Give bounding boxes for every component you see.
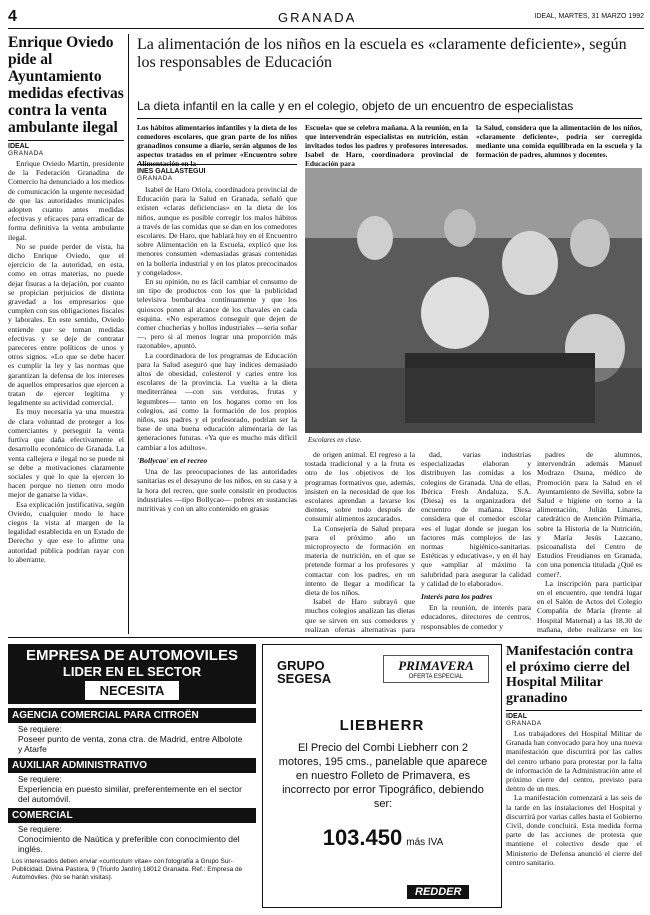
main-story-col-2	[305, 450, 415, 634]
paragraph: En su opinión, no es fácil cambiar el consumo de un tipo de productos con los que la publicidad televisiva bombardea continuamente y que los quioscos ponen al alcance de los chavales en cada esquina. «No esperamos conseguir que dejen de comer chucherías y bollos industriales —seria soñar—, pero si al menos lograr una proporción más razonable», apuntó.	[137, 277, 297, 351]
position-requirement: Experiencia en puesto similar, preferentemente en el sector del automóvil.	[18, 784, 242, 804]
position-req-label: Se requiere:	[18, 775, 62, 784]
position-title: COMERCIAL	[8, 808, 256, 823]
primavera-sub: OFERTA ESPECIAL	[408, 674, 464, 680]
divider	[506, 710, 642, 711]
segesa-logo	[277, 659, 367, 685]
job-advertisement	[8, 644, 256, 908]
page-header	[8, 8, 644, 29]
ad-header	[8, 644, 256, 704]
main-story-col-4	[537, 450, 642, 634]
paragraph: de origen animal. El regreso a la tostada tradicional y a la fruta es otro de los objetivos de los programas formativos que, además, insisten en la necesidad de que los escolares aprendan a lavarse los dientes, sobre todo después de consumir alimentos azucarados.	[305, 450, 415, 524]
divider	[8, 140, 124, 141]
paragraph: Esa explicación justificativa, según Oviedo, cualquier modo le hace ciegos la vista al margen de la legalidad establecida en un Estado de Derecho y que ese lo afirme una autoridad pública podrían rayar con lo aberrante.	[8, 499, 124, 564]
crosshead: Interés para los padres	[421, 592, 493, 602]
photo-illustration	[305, 168, 642, 433]
schoolchildren-photo	[305, 168, 642, 433]
main-story-col-3	[421, 450, 531, 634]
primavera-logo	[383, 655, 489, 683]
right-story-location: GRANADA	[506, 720, 542, 727]
main-story-subheadline: La dieta infantil en la calle y en el colegio, objeto de un encuentro de especialistas	[137, 99, 574, 113]
divider	[137, 118, 642, 119]
ad-correction-text: El Precio del Combi Liebherr con 2 motores, 195 cms., panelable que aparece en nuestro Folleto de Primavera, es incorrecto por error Tipográfico, debiendo ser:	[278, 742, 488, 810]
paragraph: Isabel de Haro Oriola, coordinadora provincial de Educación para la Salud en Granada, señaló que existen «claras deficiencias» en la dieta de los niños, aunque es posible corregir los malos hábitos a través de las comidas que se dan en los comedores escolares. De Haro, que hablará hoy en el Encuentro sobre Alimentación en la Escuela, explicó que los menores consumen «demasiadas grasas contenidas en la bollería industrial y en los platos precocinados y congelados».	[137, 185, 297, 277]
liebherr-advertisement	[262, 644, 502, 908]
lede-col-1: Los hábitos alimentarios infantiles y la dieta de los comedores escolares, que gran parte de los niños granadinos consume a diario, serán algunos de los aspectos tratados en el primer «Encuentro sobre	[137, 123, 297, 159]
paragraph: Es muy necesaria ya una muestra de clara voluntad de proteger a los comerciantes y perseguir la venta furtiva que daña efectivamente el desarrollo económico de Granada. La venta callejera e ilegal no se puede ni se debe a motivaciones claramente sociales y que lo que la ejercen lo hacen porque no tienen otro modo mejor de ganarse la vida».	[8, 407, 124, 500]
paragraph: Enrique Oviedo Martín, presidente de la Federación Granadina de Comercio ha denunciado a los medios de comunicación la urgente necesidad de que las autoridades municipales adopten cuanto antes medidas efectivas y eficaces para erradicar de forma definitiva la venta ambulante ilegal.	[8, 159, 124, 242]
price-box	[303, 825, 463, 851]
ad-subtitle: LIDER EN EL SECTOR	[62, 664, 202, 679]
paragraph: Los trabajadores del Hospital Militar de Granada han convocado para hoy una nueva manifestación que discurrirá por las calles del centro urbano para protestar por la falta de información de la Administración ante el próximo cierre del centro, previsto para dentro de un mes.	[506, 729, 642, 794]
liebherr-logo: LIEBHERR	[339, 717, 425, 734]
column-divider	[128, 34, 129, 634]
left-story-location: GRANADA	[8, 150, 44, 157]
position-requirement: Conocimiento de Naútica y preferible con conocimiento del inglés.	[18, 834, 240, 854]
ad-position	[8, 758, 256, 808]
position-requirement: Poseer punto de venta, zona ctra. de Madrid, entre Albolote y Atarfe	[18, 734, 243, 754]
masthead-date: IDEAL, MARTES, 31 MARZO 1992	[534, 13, 644, 20]
right-story-headline: Manifestación contra el próximo cierre del Hospital Militar granadino	[506, 644, 634, 706]
crosshead: 'Bollycao' en el recreo	[137, 455, 208, 465]
paragraph: padres de alumnos, intervendrán además Manuel Modrazo Osuna, médico de Promoción para la Salud en el Ayuntamiento de Sevilla, sobre la Salud e higiene en torno a la alimentación, Julián Linares, catedrático de Atención Primaria, sobre la Historia de la Nutrición, y María Jesús Lazcano, psicoanalista del Centro de Estudios Freudianos en Granada, con una ponencia titulada ¿Qué es comer?.	[537, 450, 642, 579]
position-req-label: Se requiere:	[18, 825, 62, 834]
ad-title: EMPRESA DE AUTOMOVILES	[26, 647, 238, 664]
right-story	[506, 644, 642, 910]
section-name: GRANADA	[278, 10, 357, 25]
paragraph: En la reunión, de interés para educadores, directores de centros, responsables de comedor y	[421, 603, 531, 631]
paragraph: Isabel de Haro subrayó que muchos colegios analizan las dietas que se sirven en sus comedores y realizan ofertas alternativas para	[305, 597, 415, 634]
lede-col-2: Escuela» que se celebra mañana. A la reunión, en la que intervendrán especialistas en nutrición, están invitados todos los padres y profesores interesados. Isabel de Haro, coordinadora provincial de Educación para	[305, 123, 468, 168]
right-story-byline: IDEAL	[506, 713, 527, 720]
paragraph: Una de las preocupaciones de las autoridades sanitarias es el desayuno de los niños, en su casa y a la hora del recreo, que suele consistir en productos industriales —tipo Bollycao— pobres en sustancias nutritivas y con un alto contenido en grasas	[137, 467, 297, 513]
section-divider	[8, 637, 642, 638]
main-story-location: GRANADA	[137, 175, 173, 182]
ad-position	[8, 808, 256, 858]
paragraph: La inscripción para participar en el encuentro, que tendrá lugar en el Salón de Actos del Colegio Compañía de María (frente al Hospital Maternal) a las 18.30 de mañana, debe realizarse en los	[537, 578, 642, 634]
main-story-byline: INES GALLASTEGUI	[137, 168, 206, 175]
segesa-logo-text: GRUPO SEGESA	[277, 658, 332, 686]
paragraph: La manifestación comenzará a las seis de la tarde en las instalaciones del Hospital y discurrirá por varias calles hasta el Gobierno Civil, donde concluirá. Esta medida forma parte de las acciones de protesta que mantiene el colectivo desde que el Ministerio de Defensa anunció el cierre del centro sanitario.	[506, 793, 642, 867]
paragraph: dad, varias industrias especializadas elaboran y distribuyen las comidas a los colegios de Granada. Una de ellas, Ibérica Fresh Andaluza, S.A. (Diesa) es la organizadora del encuentro de mañana. Diesa considera que el comedor escolar «es el lugar donde se juegan los factores más complejos de las normas higiénico-sanitarias. Estéticas y educativas», y en él hay que «ampliar al máximo la salubridad para asegurar la calidad y calidad de lo elaborado».	[421, 450, 531, 588]
position-req-label: Se requiere:	[18, 725, 62, 734]
right-story-body	[506, 729, 642, 867]
primavera-title: PRIMAVERA	[398, 658, 474, 673]
position-title: AGENCIA COMERCIAL PARA CITROËN	[8, 708, 256, 723]
price-vat: más IVA	[406, 837, 444, 848]
photo-caption: Escolares en clase.	[308, 436, 362, 444]
divider	[137, 164, 297, 165]
left-story-headline: Enrique Oviedo pide al Ayuntamiento medidas efectivas contra la venta ambulante ilegal	[8, 34, 124, 136]
redder-logo: REDDER	[407, 885, 469, 899]
ad-need-badge: NECESITA	[85, 681, 180, 700]
left-story-byline: IDEAL	[8, 143, 29, 150]
paragraph: No se puede perder de vista, ha dicho Enrique Oviedo, que el ejercicio de la autoridad, en esta, como en otras materias, no puede dejar fisuras a la dejación, por cuanto se propician perjuicios de distinta gravedad a los empresarios que cumplen con sus obligaciones fiscales y laborales. En este sentido, Oviedo entiende que se toman medidas efectivas y se deje de contratar pareceres entre políticos de unos y otros signos. «Lo que se debe hacer es cumplir la ley y las normas que garantizan la defensa de los intereses de aquellos empresarios que ejercen a tratan de ejercer legítima y legalmente su actividad comercial.	[8, 241, 124, 408]
main-story-col-1	[137, 168, 297, 634]
paragraph: La Consejería de Salud prepara para el próximo año un microproyecto de formación en materia de nutrición, en el que se pretende formar a los profesores y contactar con los padres, en un intento de llegar a modificar la dieta de los niños.	[305, 523, 415, 598]
ad-position	[8, 708, 256, 758]
position-title: AUXILIAR ADMINISTRATIVO	[8, 758, 256, 773]
page-number: 4	[8, 8, 17, 25]
ad-footer: Los interesados deben enviar «curriculum vitae» con fotografía a Grupo Sur-Publicidad. Divina Pastora, 9 (Triunfo Jardín) 18012 Granada. Ref.: Empresa de Automóviles. (No se harán visitas).	[12, 858, 243, 881]
left-story	[8, 34, 124, 634]
lede-col-3: la Salud, considera que la alimentación de los niños, «claramente deficiente», podría ser corregida mediante una comida equilibrada en la escuela y la formación de padres, alumnos y docentes.	[476, 123, 642, 159]
paragraph: La coordinadora de los programas de Educación para la Salud aseguró que hay índices demasiado altos de obesidad, colesterol y caries entre los escolares de la provincia. La vuelta a la dieta mediterránea —con sus verduras, frutas y legumbres— tanto en los hogares como en los colegios, así como la formación de los propios niños, sus padres y el profesorado, podrían ser la base de una buena educación alimentaria de las generaciones futuras. «Ya que es mucho más difícil cambiar a los adultos».	[137, 350, 297, 452]
price: 103.450	[322, 825, 403, 850]
left-story-body	[8, 159, 124, 564]
main-story-headline: La alimentación de los niños en la escuela es «claramente deficiente», según los responsables de Educación	[137, 36, 627, 71]
